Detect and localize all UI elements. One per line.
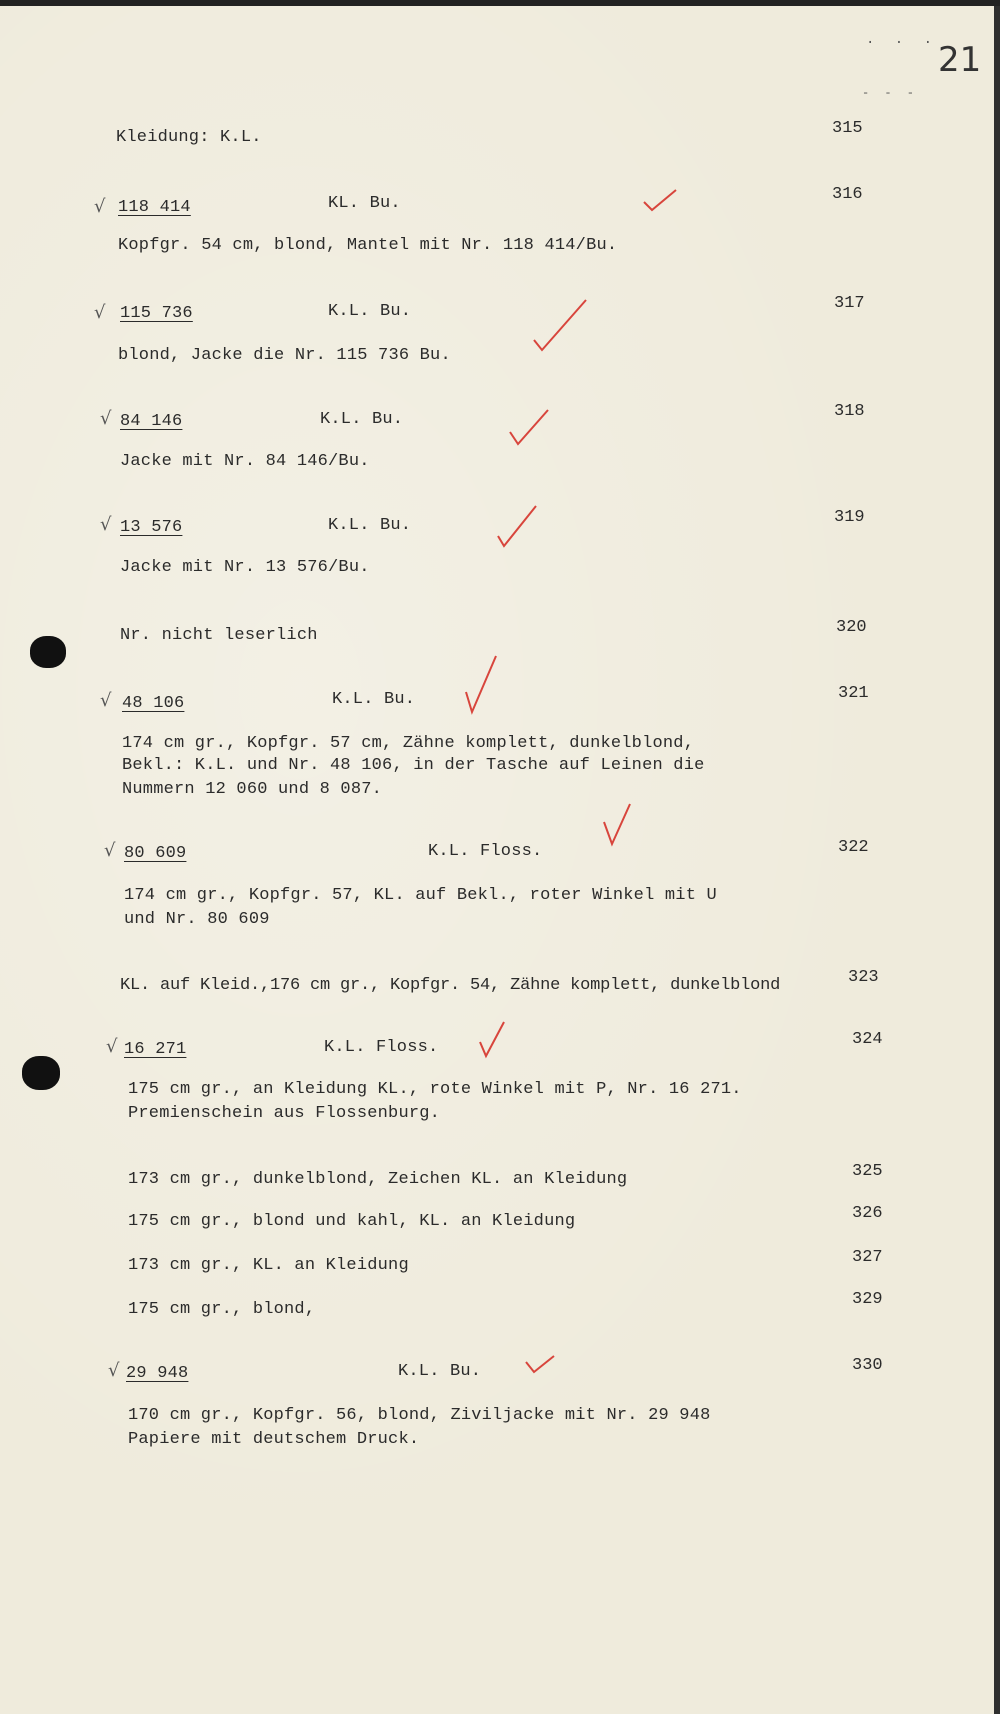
red-checkmark-icon (462, 652, 502, 718)
corner-dash: - - - (862, 86, 919, 100)
entry-number: 329 (852, 1290, 883, 1309)
entry-number: 315 (832, 119, 863, 138)
entry-id: 48 106 (122, 694, 185, 713)
check-tick-icon: √ (94, 196, 106, 217)
check-tick-icon: √ (104, 840, 116, 861)
entry-id: 80 609 (124, 844, 187, 863)
check-tick-icon: √ (100, 514, 112, 535)
entry-text-line: Papiere mit deutschem Druck. (128, 1430, 420, 1449)
entry-number: 317 (834, 294, 865, 313)
entry-text-line: 170 cm gr., Kopfgr. 56, blond, Ziviljacke mit Nr. 29 948 (128, 1406, 711, 1425)
red-checkmark-icon (600, 800, 636, 850)
entry-mark: KL. Bu. (328, 194, 401, 213)
entry-mark: K.L. Bu. (328, 302, 412, 321)
entry-number: 316 (832, 185, 863, 204)
entry-number: 319 (834, 508, 865, 527)
entry-number: 318 (834, 402, 865, 421)
check-tick-icon: √ (94, 302, 106, 323)
entry-mark: K.L. Bu. (398, 1362, 482, 1381)
entry-text-line: Jacke mit Nr. 84 146/Bu. (120, 452, 370, 471)
page-number: 21 (938, 40, 982, 80)
entry-text-line: 173 cm gr., KL. an Kleidung (128, 1256, 409, 1275)
red-checkmark-icon (478, 1018, 508, 1062)
entry-text-line: KL. auf Kleid.,176 cm gr., Kopfgr. 54, Zähne komplett, dunkelblond (120, 976, 781, 995)
entry-id: 84 146 (120, 412, 183, 431)
entry-text-line: Nr. nicht leserlich (120, 626, 318, 645)
entry-text-line: Bekl.: K.L. und Nr. 48 106, in der Tasche auf Leinen die (122, 756, 705, 775)
entry-id: 16 271 (124, 1040, 187, 1059)
entry-text-line: 175 cm gr., an Kleidung KL., rote Winkel mit P, Nr. 16 271. (128, 1080, 742, 1099)
entry-id: 118 414 (118, 198, 191, 217)
entry-number: 322 (838, 838, 869, 857)
entry-mark: K.L. Bu. (328, 516, 412, 535)
scan-right-border (994, 6, 1000, 1714)
check-tick-icon: √ (100, 690, 112, 711)
entry-text-line: 175 cm gr., blond und kahl, KL. an Kleidung (128, 1212, 576, 1231)
entry-number: 325 (852, 1162, 883, 1181)
entry-mark: K.L. Floss. (324, 1038, 439, 1057)
entry-mark: K.L. Bu. (320, 410, 404, 429)
entry-text-line: 174 cm gr., Kopfgr. 57, KL. auf Bekl., roter Winkel mit U (124, 886, 717, 905)
entry-number: 330 (852, 1356, 883, 1375)
entry-text-line: blond, Jacke die Nr. 115 736 Bu. (118, 346, 451, 365)
red-checkmark-icon (530, 296, 590, 356)
entry-number: 320 (836, 618, 867, 637)
entry-number: 324 (852, 1030, 883, 1049)
entry-number: 321 (838, 684, 869, 703)
red-checkmark-icon (640, 186, 680, 216)
check-tick-icon: √ (100, 408, 112, 429)
entry-text-line: Jacke mit Nr. 13 576/Bu. (120, 558, 370, 577)
document-page (0, 6, 1000, 1714)
red-checkmark-icon (508, 406, 552, 450)
entry-text-line: Nummern 12 060 und 8 087. (122, 780, 383, 799)
check-tick-icon: √ (106, 1036, 118, 1057)
punch-hole-bottom (22, 1056, 60, 1090)
entry-text-line: Kopfgr. 54 cm, blond, Mantel mit Nr. 118 414/Bu. (118, 236, 618, 255)
entry-number: 327 (852, 1248, 883, 1267)
entry-mark: K.L. Bu. (332, 690, 416, 709)
entry-text-line: 173 cm gr., dunkelblond, Zeichen KL. an Kleidung (128, 1170, 628, 1189)
punch-hole-top (30, 636, 66, 668)
entry-text-line: 174 cm gr., Kopfgr. 57 cm, Zähne komplett, dunkelblond, (122, 734, 695, 753)
red-checkmark-icon (524, 1352, 558, 1378)
entry-id: 13 576 (120, 518, 183, 537)
entry-text-line: und Nr. 80 609 (124, 910, 270, 929)
entry-id: 29 948 (126, 1364, 189, 1383)
entry-text-line: 175 cm gr., blond, (128, 1300, 316, 1319)
entry-number: 323 (848, 968, 879, 987)
entry-text-line: Premienschein aus Flossenburg. (128, 1104, 441, 1123)
entry-number: 326 (852, 1204, 883, 1223)
red-checkmark-icon (496, 502, 540, 552)
entry-id: 115 736 (120, 304, 193, 323)
corner-marks: . . . (866, 32, 939, 48)
entry-mark: K.L. Floss. (428, 842, 543, 861)
check-tick-icon: √ (108, 1360, 120, 1381)
section-title: Kleidung: K.L. (116, 128, 262, 147)
